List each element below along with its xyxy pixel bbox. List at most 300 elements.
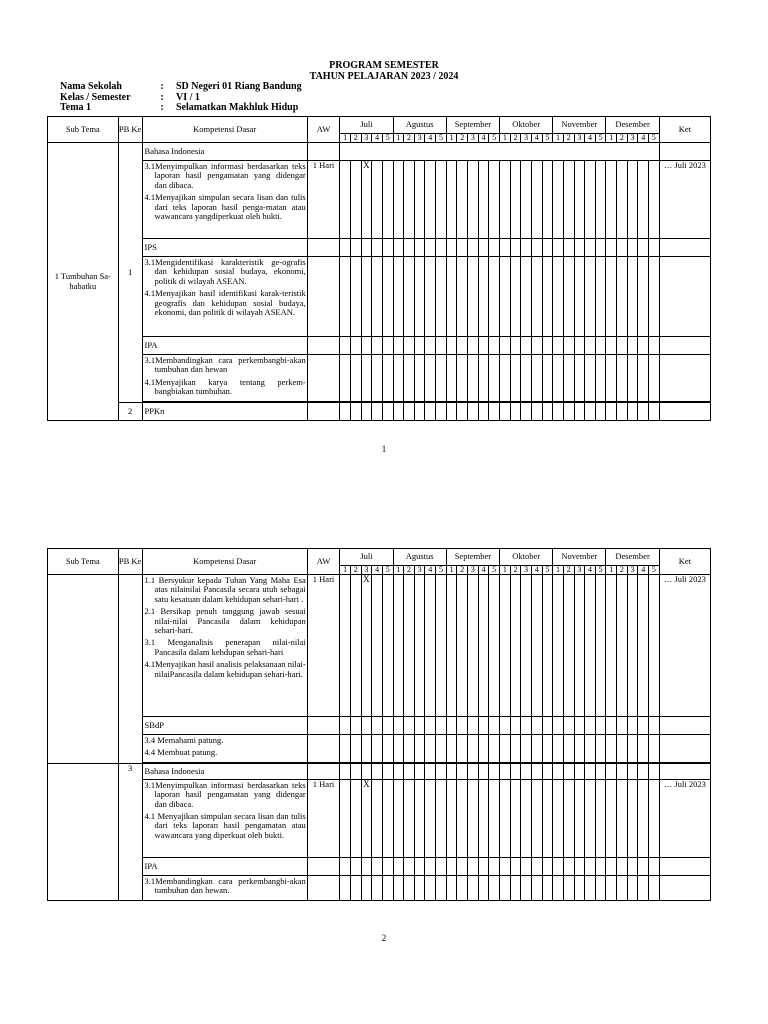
week-cell [574, 779, 585, 857]
aw-cell: 1 Hari [307, 575, 340, 717]
week-cell [500, 257, 511, 337]
week-cell [361, 875, 372, 900]
week-cell [468, 857, 479, 875]
week-cell [340, 403, 351, 421]
week-cell [585, 257, 596, 337]
week-number: 5 [649, 566, 660, 575]
week-cell [393, 717, 404, 735]
week-number: 2 [617, 566, 628, 575]
subject-label: Bahasa Indonesia [142, 143, 307, 161]
week-cell [595, 857, 606, 875]
week-cell [393, 239, 404, 257]
week-cell [563, 239, 574, 257]
week-cell [393, 875, 404, 900]
table-row [48, 161, 711, 239]
week-cell [595, 575, 606, 717]
week-cell [553, 355, 564, 402]
week-cell [649, 403, 660, 421]
week-cell [500, 355, 511, 402]
week-cell [404, 875, 415, 900]
kd-cell [142, 735, 307, 763]
week-number: 5 [489, 566, 500, 575]
ket-cell: … Juli 2023 [659, 575, 710, 717]
week-cell [414, 875, 425, 900]
week-cell [638, 161, 649, 239]
week-cell [531, 403, 542, 421]
week-cell [372, 735, 383, 763]
week-cell [436, 161, 447, 239]
week-cell [372, 763, 383, 779]
week-cell [617, 763, 628, 779]
week-number: 2 [457, 134, 468, 143]
week-number: 5 [436, 134, 447, 143]
week-cell [510, 717, 521, 735]
week-number: 1 [393, 566, 404, 575]
week-cell [425, 161, 436, 239]
week-number: 5 [542, 566, 553, 575]
week-number: 3 [574, 134, 585, 143]
week-cell [606, 779, 617, 857]
week-cell [574, 857, 585, 875]
week-number: 2 [510, 134, 521, 143]
week-cell [361, 355, 372, 402]
week-cell [404, 575, 415, 717]
week-cell [468, 575, 479, 717]
week-cell [563, 575, 574, 717]
header-ket: Ket [659, 117, 710, 143]
week-cell [521, 257, 532, 337]
week-cell [382, 239, 393, 257]
week-number: 5 [382, 134, 393, 143]
week-cell [574, 355, 585, 402]
week-cell [404, 857, 415, 875]
week-cell [414, 355, 425, 402]
week-cell [404, 403, 415, 421]
week-cell [500, 161, 511, 239]
week-cell [542, 735, 553, 763]
week-cell [425, 239, 436, 257]
subject-label: SBdP [142, 717, 307, 735]
week-cell [500, 403, 511, 421]
week-cell [649, 575, 660, 717]
week-cell [436, 403, 447, 421]
week-cell [350, 735, 361, 763]
week-cell [563, 779, 574, 857]
week-cell [500, 337, 511, 355]
week-cell [478, 337, 489, 355]
table-row [48, 143, 711, 161]
week-cell [531, 763, 542, 779]
table-row [48, 717, 711, 735]
week-cell [638, 717, 649, 735]
week-number: 3 [414, 134, 425, 143]
week-cell [617, 239, 628, 257]
week-cell [425, 337, 436, 355]
week-cell [425, 355, 436, 402]
week-cell [404, 161, 415, 239]
week-number: 4 [372, 566, 383, 575]
header-pb-ke: PB Ke [118, 117, 142, 143]
week-number: 5 [382, 566, 393, 575]
header-month: September [446, 549, 499, 566]
table-row [48, 779, 711, 857]
week-cell [404, 355, 415, 402]
week-cell [606, 403, 617, 421]
week-cell [563, 763, 574, 779]
week-cell [468, 337, 479, 355]
week-cell [627, 763, 638, 779]
week-cell [638, 239, 649, 257]
week-cell [446, 575, 457, 717]
week-number: 2 [563, 134, 574, 143]
week-cell [574, 239, 585, 257]
week-cell [510, 575, 521, 717]
week-number: 1 [446, 134, 457, 143]
week-cell [627, 575, 638, 717]
week-cell [521, 857, 532, 875]
table-row [48, 239, 711, 257]
week-cell [585, 779, 596, 857]
week-cell [617, 161, 628, 239]
week-cell [574, 575, 585, 717]
week-number: 2 [617, 134, 628, 143]
week-cell [638, 875, 649, 900]
table-row [48, 875, 711, 900]
week-cell [617, 403, 628, 421]
week-cell [382, 717, 393, 735]
ket-cell: … Juli 2023 [659, 779, 710, 857]
table-row [48, 735, 711, 763]
week-cell [627, 337, 638, 355]
week-cell [446, 763, 457, 779]
week-cell [510, 337, 521, 355]
week-cell [489, 337, 500, 355]
week-cell [457, 763, 468, 779]
header-month: November [553, 117, 606, 134]
week-cell [372, 355, 383, 402]
week-cell [340, 337, 351, 355]
week-number: 2 [404, 134, 415, 143]
week-cell [606, 337, 617, 355]
week-cell [436, 575, 447, 717]
pb-cell: 1 [118, 143, 142, 403]
week-cell [595, 337, 606, 355]
week-cell [446, 717, 457, 735]
header-month: November [553, 549, 606, 566]
week-cell [478, 403, 489, 421]
week-cell [414, 735, 425, 763]
week-number: 1 [553, 566, 564, 575]
week-cell [510, 779, 521, 857]
week-cell [489, 875, 500, 900]
week-cell [393, 779, 404, 857]
week-cell [414, 857, 425, 875]
week-cell [350, 875, 361, 900]
week-cell [606, 257, 617, 337]
kd-cell [142, 257, 307, 337]
schedule-mark: X [361, 575, 372, 717]
week-cell [521, 735, 532, 763]
week-number: 3 [521, 134, 532, 143]
week-cell [617, 779, 628, 857]
week-cell [563, 875, 574, 900]
week-cell [478, 257, 489, 337]
week-cell [638, 763, 649, 779]
week-cell [414, 257, 425, 337]
week-cell [638, 337, 649, 355]
week-number: 4 [585, 134, 596, 143]
week-cell [489, 735, 500, 763]
week-cell [425, 403, 436, 421]
week-cell [382, 161, 393, 239]
schedule-mark: X [361, 779, 372, 857]
week-cell [393, 257, 404, 337]
week-number: 3 [468, 134, 479, 143]
header-kompetensi-dasar: Kompetensi Dasar [142, 549, 307, 575]
week-cell [457, 735, 468, 763]
week-cell [531, 355, 542, 402]
kd-item: 3.1 Menganalisis penerapan nilai-nilai Pancasila dalam kehdupan sehari-hari [144, 637, 306, 657]
week-cell [553, 161, 564, 239]
week-cell [595, 355, 606, 402]
week-cell [563, 337, 574, 355]
page-number: 2 [381, 933, 387, 943]
week-cell [500, 239, 511, 257]
week-cell [393, 763, 404, 779]
week-number: 2 [404, 566, 415, 575]
week-cell [446, 403, 457, 421]
week-cell [553, 857, 564, 875]
week-number: 5 [595, 134, 606, 143]
week-cell [350, 257, 361, 337]
week-cell [372, 779, 383, 857]
week-cell [649, 355, 660, 402]
week-cell [627, 857, 638, 875]
week-cell [627, 239, 638, 257]
week-cell [553, 239, 564, 257]
week-cell [649, 763, 660, 779]
subject-label: IPS [142, 239, 307, 257]
week-cell [531, 717, 542, 735]
week-cell [350, 779, 361, 857]
week-cell [382, 355, 393, 402]
week-cell [521, 717, 532, 735]
week-cell [457, 257, 468, 337]
week-number: 4 [638, 566, 649, 575]
week-cell [372, 403, 383, 421]
week-cell [531, 779, 542, 857]
week-cell [478, 239, 489, 257]
week-cell [436, 735, 447, 763]
week-number: 2 [350, 134, 361, 143]
week-cell [350, 161, 361, 239]
week-cell [627, 355, 638, 402]
week-cell [393, 161, 404, 239]
week-cell [468, 239, 479, 257]
week-cell [574, 875, 585, 900]
kd-item: 3.1Menyimpulkan informasi berdasarkan teks laporan hasil pengamatan yang didengar dan dibaca. [144, 161, 306, 190]
kd-item: 3.4 Memahami patung. [144, 735, 224, 745]
week-cell [638, 575, 649, 717]
week-cell [457, 779, 468, 857]
week-cell [404, 779, 415, 857]
week-cell [372, 257, 383, 337]
week-cell [531, 161, 542, 239]
week-cell [606, 763, 617, 779]
week-number: 4 [478, 566, 489, 575]
week-cell [425, 575, 436, 717]
week-cell [372, 875, 383, 900]
week-cell [531, 239, 542, 257]
week-cell [531, 875, 542, 900]
week-cell [393, 575, 404, 717]
week-cell [478, 763, 489, 779]
sub-tema-cell [48, 575, 119, 764]
week-cell [425, 735, 436, 763]
week-cell [542, 239, 553, 257]
week-cell [478, 875, 489, 900]
week-cell [393, 857, 404, 875]
week-number: 1 [606, 134, 617, 143]
week-cell [542, 779, 553, 857]
week-cell [638, 403, 649, 421]
week-cell [585, 857, 596, 875]
week-cell [382, 403, 393, 421]
week-number: 3 [361, 134, 372, 143]
week-cell [563, 355, 574, 402]
week-cell [372, 575, 383, 717]
week-cell [489, 575, 500, 717]
week-number: 4 [531, 566, 542, 575]
header-sub-tema: Sub Tema [48, 549, 119, 575]
week-cell [542, 337, 553, 355]
week-cell [521, 355, 532, 402]
kd-item: 2.1 Bersikap penuh tanggung jawab sesuai nilai-nilai Pancasila dalam kehidupan sehari-hari. [144, 606, 306, 636]
week-number: 5 [489, 134, 500, 143]
week-number: 4 [638, 134, 649, 143]
week-cell [563, 161, 574, 239]
week-number: 4 [425, 566, 436, 575]
week-cell [382, 575, 393, 717]
week-cell [585, 575, 596, 717]
week-cell [340, 763, 351, 779]
week-cell [595, 735, 606, 763]
week-number: 3 [627, 566, 638, 575]
week-cell [393, 735, 404, 763]
week-cell [489, 257, 500, 337]
table-row [48, 403, 711, 421]
week-cell [361, 763, 372, 779]
week-cell [627, 161, 638, 239]
week-cell [436, 779, 447, 857]
week-number: 1 [393, 134, 404, 143]
week-cell [414, 239, 425, 257]
week-cell [393, 337, 404, 355]
week-cell [510, 857, 521, 875]
week-cell [478, 161, 489, 239]
week-cell [585, 337, 596, 355]
schedule-mark: X [361, 161, 372, 239]
week-cell [574, 257, 585, 337]
week-cell [404, 337, 415, 355]
week-cell [542, 857, 553, 875]
week-cell [585, 735, 596, 763]
week-cell [382, 735, 393, 763]
week-cell [595, 779, 606, 857]
week-cell [489, 763, 500, 779]
week-cell [404, 735, 415, 763]
week-cell [617, 875, 628, 900]
week-cell [361, 735, 372, 763]
week-cell [382, 779, 393, 857]
kd-cell [142, 355, 307, 402]
week-number: 2 [350, 566, 361, 575]
week-cell [489, 717, 500, 735]
week-cell [595, 403, 606, 421]
week-cell [627, 403, 638, 421]
table-row [48, 763, 711, 779]
week-cell [350, 403, 361, 421]
week-cell [372, 337, 383, 355]
week-cell [414, 779, 425, 857]
week-cell [425, 763, 436, 779]
kd-item: 3.1Mengidentifikasi karakteristik ge-ografis dan kehidupan sosial budaya, ekonomi, politik di wilayah ASEAN. [144, 257, 306, 286]
week-cell [542, 763, 553, 779]
header-month: September [446, 117, 499, 134]
pb-cell [118, 575, 142, 764]
week-cell [425, 857, 436, 875]
doc-title: PROGRAM SEMESTER [329, 60, 439, 71]
week-cell [606, 875, 617, 900]
week-number: 1 [553, 134, 564, 143]
week-cell [563, 257, 574, 337]
week-number: 5 [542, 134, 553, 143]
week-cell [425, 779, 436, 857]
week-cell [372, 161, 383, 239]
week-number: 3 [414, 566, 425, 575]
week-cell [350, 355, 361, 402]
week-cell [617, 355, 628, 402]
week-cell [382, 257, 393, 337]
week-cell [340, 355, 351, 402]
week-cell [457, 239, 468, 257]
week-cell [617, 735, 628, 763]
header-month: Oktober [500, 549, 553, 566]
week-cell [638, 257, 649, 337]
week-number: 5 [436, 566, 447, 575]
week-cell [553, 403, 564, 421]
week-cell [617, 857, 628, 875]
info-class: Kelas / Semester : VI / 1 [60, 91, 200, 103]
week-cell [436, 239, 447, 257]
week-cell [414, 575, 425, 717]
week-cell [574, 161, 585, 239]
week-cell [414, 403, 425, 421]
week-cell [595, 763, 606, 779]
week-cell [553, 779, 564, 857]
aw-cell: 1 Hari [307, 779, 340, 857]
week-cell [489, 403, 500, 421]
week-number: 2 [457, 566, 468, 575]
week-cell [489, 239, 500, 257]
week-number: 1 [500, 134, 511, 143]
program-table-2 [47, 548, 711, 901]
week-cell [340, 575, 351, 717]
week-cell [595, 161, 606, 239]
week-cell [649, 875, 660, 900]
week-cell [468, 257, 479, 337]
header-ket: Ket [659, 549, 710, 575]
